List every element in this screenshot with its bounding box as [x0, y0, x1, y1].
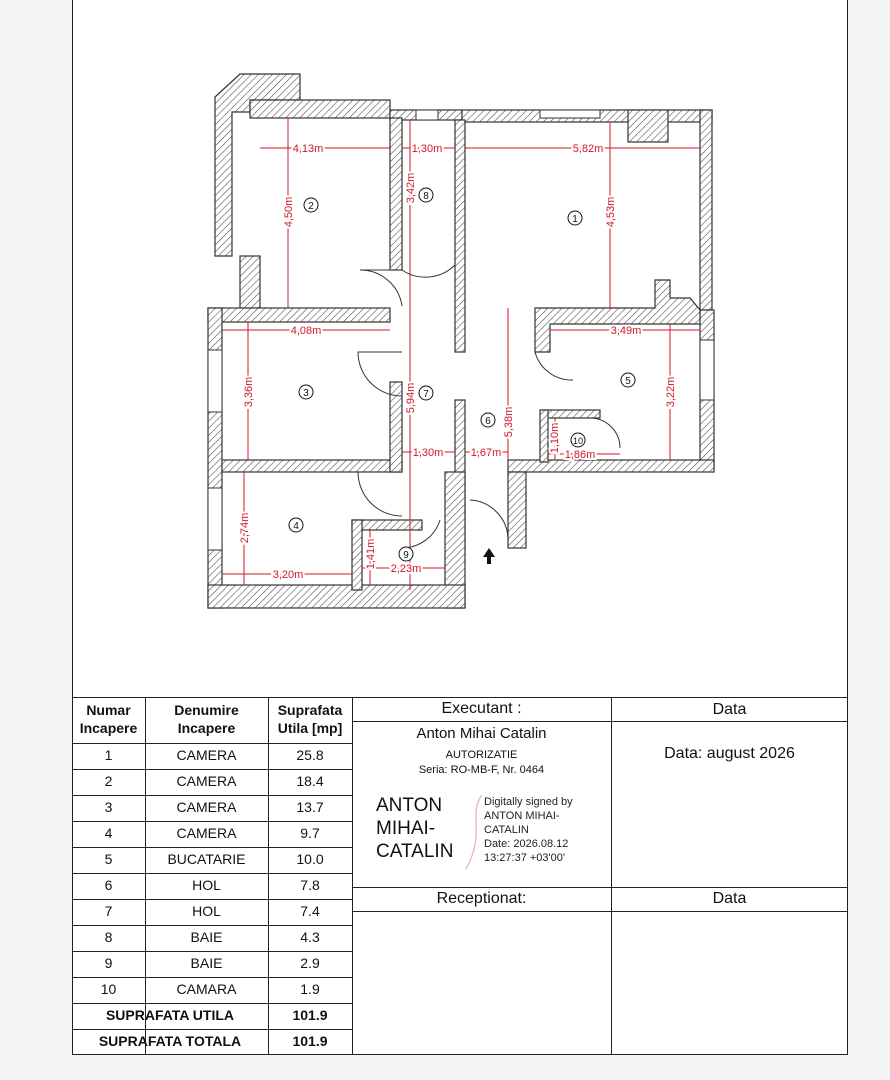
table-cell-name: HOL	[192, 903, 221, 919]
dim-label: 3,20m	[272, 569, 304, 581]
executant-name: Anton Mihai Catalin	[416, 725, 547, 742]
total-label: SUPRAFATA TOTALA	[98, 1033, 242, 1049]
dim-label: 5,38m	[503, 406, 515, 438]
table-cell-name: BUCATARIE	[167, 851, 246, 867]
up-arrow-icon	[483, 548, 495, 564]
room-marker-7	[419, 386, 433, 400]
table-cell-area: 9.7	[300, 825, 320, 841]
dim-label: 4,50m	[283, 196, 295, 228]
authorization-label: AUTORIZATIE	[445, 749, 518, 761]
dim-label: 3,22m	[665, 376, 677, 408]
total-value: 101.9	[292, 1033, 328, 1049]
room-marker-6	[481, 413, 495, 427]
svg-text:2: 2	[308, 201, 314, 212]
svg-text:9: 9	[403, 550, 409, 561]
table-cell-name: CAMERA	[176, 799, 237, 815]
table-cell-area: 7.8	[300, 877, 320, 893]
signature-name: ANTON MIHAI- CATALIN	[376, 795, 454, 862]
table-cell-area: 4.3	[300, 929, 320, 945]
dim-label: 4,53m	[605, 196, 617, 228]
room-marker-2	[304, 198, 318, 212]
svg-text:6: 6	[485, 416, 491, 427]
total-value: 101.9	[292, 1007, 328, 1023]
dim-label: 1,10m	[549, 422, 561, 454]
svg-text:7: 7	[423, 389, 429, 400]
dim-label: 1,30m	[411, 143, 443, 155]
table-cell-name: CAMARA	[176, 981, 237, 997]
table-cell-name: BAIE	[190, 955, 223, 971]
table-cell-nr: 2	[104, 773, 113, 789]
svg-text:4: 4	[293, 521, 299, 532]
header-denumire: Denumire Incapere	[174, 702, 239, 736]
dim-label: 3,36m	[243, 376, 255, 408]
svg-text:10: 10	[572, 436, 584, 446]
table-cell-nr: 9	[104, 955, 113, 971]
header-numar: Numar Incapere	[79, 702, 138, 736]
dim-label: 2,23m	[390, 563, 422, 575]
dim-label: 1,86m	[564, 449, 596, 461]
dim-label: 5,94m	[405, 382, 417, 414]
table-cell-area: 13.7	[296, 799, 324, 815]
header-suprafata: Suprafata Utila [mp]	[277, 702, 343, 736]
table-cell-area: 1.9	[300, 981, 320, 997]
table-cell-name: HOL	[192, 877, 221, 893]
table-cell-nr: 4	[104, 825, 113, 841]
signature-meta: Digitally signed by ANTON MIHAI- CATALIN Date: 2026.08.12 13:27:37 +03'00'	[484, 796, 573, 864]
room-marker-1	[568, 211, 582, 225]
table-cell-name: CAMERA	[176, 773, 237, 789]
svg-text:8: 8	[423, 191, 429, 202]
svg-text:3: 3	[303, 388, 309, 399]
room-schedule	[72, 697, 848, 1055]
dim-label: 1,67m	[470, 447, 502, 459]
svg-text:5: 5	[625, 376, 631, 387]
table-cell-nr: 1	[104, 747, 113, 763]
room-marker-3	[299, 385, 313, 399]
table-cell-nr: 7	[104, 903, 113, 919]
dim-label: 3,42m	[405, 172, 417, 204]
room-marker-5	[621, 373, 635, 387]
table-cell-area: 25.8	[296, 747, 324, 763]
table-cell-nr: 6	[104, 877, 113, 893]
dim-label: 5,82m	[572, 143, 604, 155]
total-label: SUPRAFATA UTILA	[105, 1007, 235, 1023]
dim-label: 1,30m	[412, 447, 444, 459]
table-cell-nr: 10	[100, 981, 117, 997]
svg-text:1: 1	[572, 214, 578, 225]
room-marker-4	[289, 518, 303, 532]
table-cell-nr: 8	[104, 929, 113, 945]
room-marker-8	[419, 188, 433, 202]
executant-title: Executant :	[441, 700, 522, 717]
table-cell-area: 18.4	[296, 773, 324, 789]
table-cell-area: 7.4	[300, 903, 320, 919]
dim-label: 3,49m	[610, 325, 642, 337]
table-cell-area: 2.9	[300, 955, 320, 971]
room-marker-10	[571, 433, 585, 447]
dim-label: 4,13m	[292, 143, 324, 155]
table-cell-name: CAMERA	[176, 825, 237, 841]
table-cell-area: 10.0	[296, 851, 324, 867]
table-cell-name: BAIE	[190, 929, 223, 945]
data-title-2: Data	[712, 890, 747, 907]
room-marker-9	[399, 547, 413, 561]
dim-label: 4,08m	[290, 325, 322, 337]
authorization-series: Seria: RO-MB-F, Nr. 0464	[418, 764, 545, 776]
table-cell-name: CAMERA	[176, 747, 237, 763]
data-value: Data: august 2026	[664, 745, 795, 762]
receptionat-title: Receptionat:	[436, 890, 527, 907]
dim-label: 1,41m	[365, 538, 377, 570]
data-title: Data	[712, 701, 747, 718]
table-cell-nr: 3	[104, 799, 113, 815]
dim-label: 2,74m	[239, 512, 251, 544]
table-cell-nr: 5	[104, 851, 113, 867]
